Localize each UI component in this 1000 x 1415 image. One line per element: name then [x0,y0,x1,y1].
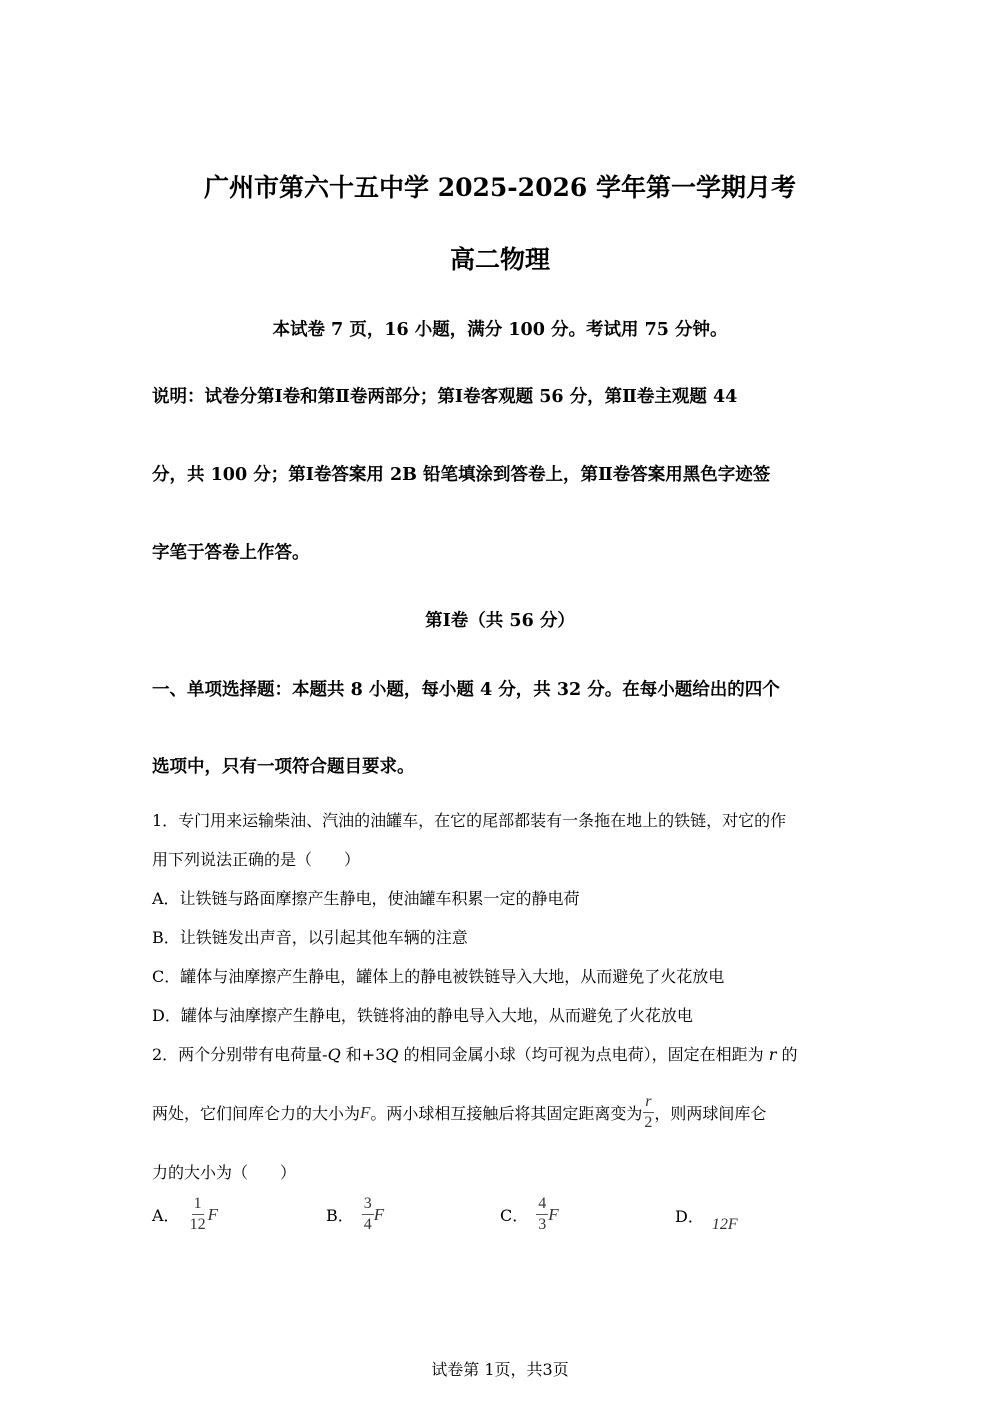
question-1-option-a: A．让铁链与路面摩擦产生静电，使油罐车积累一定的静电荷 [152,889,580,908]
page-footer: 试卷第 1页，共3页 [431,1360,569,1379]
q2-distance-symbol: r [768,1045,777,1064]
fraction-numerator: 1 [192,1196,204,1215]
q2-text: 的 [776,1045,798,1064]
fraction-denominator: 12 [189,1216,206,1233]
q2-text: ，则两球间库仑 [654,1104,767,1123]
q2-text: 两处，它们间库仑力的大小为 [152,1104,361,1123]
question-2-line-2 [152,1094,766,1131]
question-1-option-c: C．罐体与油摩擦产生静电，罐体上的静电被铁链导入大地，从而避免了火花放电 [152,967,725,986]
question-2-line-1 [152,1042,797,1065]
option-fraction [362,1196,374,1233]
question-1-option-d: D．罐体与油摩擦产生静电，铁链将油的静电导入大地，从而避免了火花放电 [152,1006,693,1025]
exam-title: 广州市第六十五中学 2025-2026 学年第一学期月考 [204,173,796,202]
q2-text: 的相同金属小球（均可视为点电荷），固定在相距为 [398,1045,769,1064]
q2-text: 和+3 [340,1045,386,1064]
question-1-option-b: B．让铁链发出声音，以引起其他车辆的注意 [152,928,468,947]
exam-subject: 高二物理 [449,245,550,274]
part-heading-line-2: 选项中，只有一项符合题目要求。 [152,757,415,777]
fraction-numerator: 3 [362,1196,374,1215]
question-1-line-1: 1．专门用来运输柴油、汽油的油罐车，在它的尾部都装有一条拖在地上的铁链，对它的作 [152,811,787,830]
question-2-option-a [152,1196,218,1233]
q2-text: 。两小球相互接触后将其固定距离变为 [370,1104,643,1123]
volume-title: 第Ⅰ卷（共 56 分） [425,611,575,631]
option-label: D． [675,1206,704,1226]
question-2-option-b [326,1196,384,1233]
option-variable: F [373,1204,385,1224]
option-variable: F [548,1204,559,1224]
question-2-option-c [500,1196,559,1233]
question-2-option-d [675,1196,738,1234]
option-fraction [188,1196,208,1233]
q2-text: 2．两个分别带有电荷量- [152,1045,328,1064]
option-value: 12F [711,1216,738,1233]
instructions-line-1: 说明：试卷分第Ⅰ卷和第Ⅱ卷两部分；第Ⅰ卷客观题 56 分，第Ⅱ卷主观题 44 [152,387,738,407]
option-label: B． [326,1206,354,1225]
fraction-denominator: 3 [538,1216,547,1233]
option-label: C． [500,1206,529,1225]
q2-charge-symbol: Q [385,1045,399,1064]
option-label: A． [152,1206,180,1225]
q2-charge-symbol: Q [327,1045,341,1064]
instructions-line-2: 分，共 100 分；第Ⅰ卷答案用 2B 铅笔填涂到答卷上，第Ⅱ卷答案用黑色字迹签 [152,465,771,485]
q2-force-symbol: F [360,1102,371,1122]
option-variable: F [207,1204,218,1224]
fraction-denominator: 2 [644,1114,653,1131]
fraction-denominator: 4 [363,1216,372,1233]
instructions-line-3: 字笔于答卷上作答。 [152,543,310,563]
question-1-line-2: 用下列说法正确的是（ ） [152,850,361,869]
question-2-line-3: 力的大小为（ ） [152,1163,297,1182]
fraction-numerator: 4 [536,1196,548,1215]
q2-distance-fraction [642,1094,654,1131]
part-heading-line-1: 一、单项选择题：本题共 8 小题，每小题 4 分，共 32 分。在每小题给出的四个 [152,680,780,700]
exam-info: 本试卷 7 页，16 小题，满分 100 分。考试用 75 分钟。 [272,320,728,340]
option-fraction [536,1196,548,1233]
fraction-numerator: r [643,1094,653,1113]
